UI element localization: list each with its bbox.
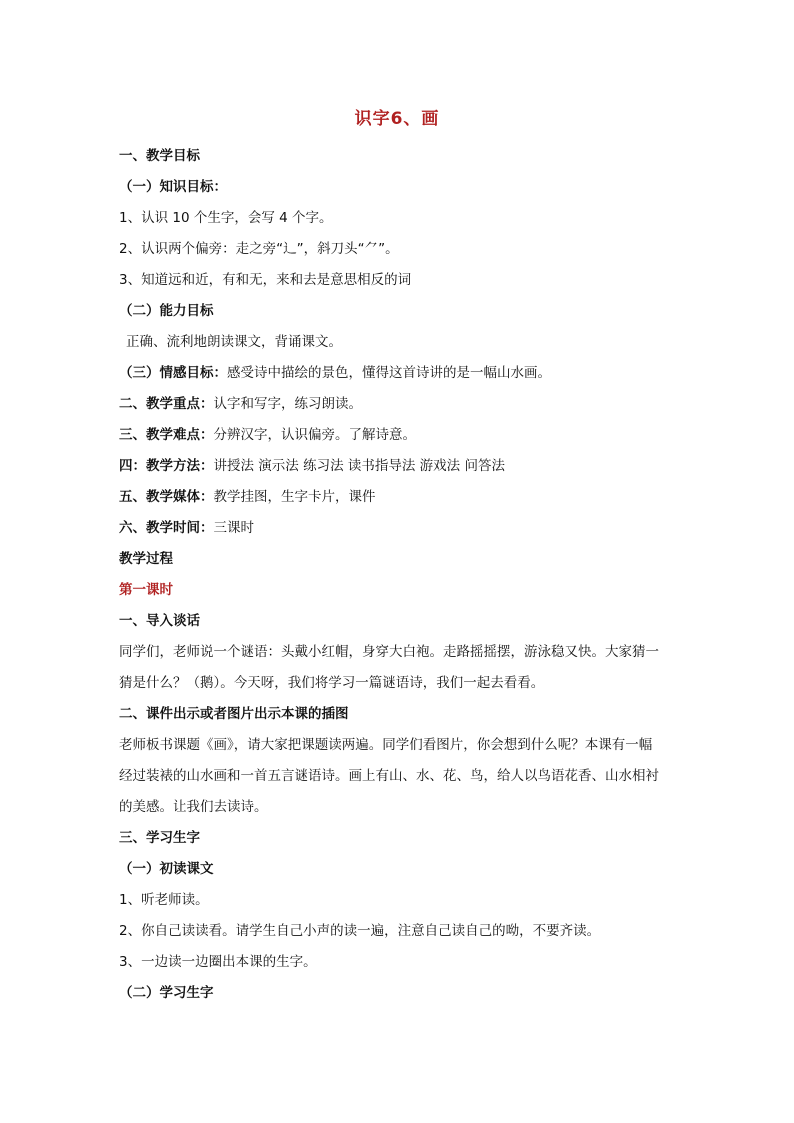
emotion-goal-label: （三）情感目标：	[119, 365, 227, 381]
paragraph-line: 老师板书课题《画》，请大家把课题读两遍。同学们看图片，你会想到什么呢？本课有一幅	[119, 737, 653, 753]
emotion-goal-line	[119, 363, 551, 383]
time-label: 六、教学时间：	[119, 520, 214, 536]
paragraph-line: 同学们，老师说一个谜语：头戴小红帽，身穿大白袍。走路摇摇摆，游泳稳又快。大家猜一	[119, 644, 659, 660]
learn-characters-heading: 三、学习生字	[119, 830, 200, 846]
difficulties-line	[119, 425, 416, 445]
illustration-heading: 二、课件出示或者图片出示本课的插图	[119, 706, 349, 722]
methods-line	[119, 456, 505, 476]
first-lesson-heading: 第一课时	[119, 582, 173, 598]
intro-heading: 一、导入谈话	[119, 613, 200, 629]
first-reading-heading: （一）初读课文	[119, 861, 214, 877]
key-points-line	[119, 394, 362, 414]
key-points-text: 认字和写字，练习朗读。	[213, 396, 362, 412]
goal-line-1: 1、认识 10 个生字，会写 4 个字。	[119, 210, 333, 226]
step-line-3: 3、一边读一边圈出本课的生字。	[119, 954, 317, 970]
subheading-knowledge: （一）知识目标：	[119, 179, 227, 195]
emotion-goal-text: 感受诗中描绘的景色，懂得这首诗讲的是一幅山水画。	[227, 365, 551, 381]
media-line	[119, 487, 376, 507]
time-line	[119, 518, 254, 538]
process-heading: 教学过程	[119, 551, 173, 567]
media-label: 五、教学媒体：	[119, 489, 214, 505]
difficulties-text: 分辨汉字，认识偏旁。了解诗意。	[213, 427, 416, 443]
paragraph-line: 猜是什么？（鹅）。今天呀，我们将学习一篇谜语诗，我们一起去看看。	[119, 675, 545, 691]
key-points-label: 二、教学重点：	[119, 396, 214, 412]
media-text: 教学挂图，生字卡片，课件	[213, 489, 376, 505]
goal-line-3: 3、知道远和近，有和无，来和去是意思相反的词	[119, 272, 412, 288]
step-line-2: 2、你自己读读看。请学生自己小声的读一遍，注意自己读自己的呦，不要齐读。	[119, 923, 601, 939]
paragraph-line: 经过装裱的山水画和一首五言谜语诗。画上有山、水、花、鸟，给人以鸟语花香、山水相衬	[119, 768, 659, 784]
time-text: 三课时	[213, 520, 254, 536]
subheading-ability: （二）能力目标	[119, 303, 214, 319]
section-heading-goals: 一、教学目标	[119, 148, 200, 164]
methods-text: 讲授法 演示法 练习法 读书指导法 游戏法 问答法	[213, 458, 505, 474]
learn-characters-subheading: （二）学习生字	[119, 985, 214, 1001]
paragraph-line: 的美感。让我们去读诗。	[119, 799, 268, 815]
difficulties-label: 三、教学难点：	[119, 427, 214, 443]
step-line-1: 1、听老师读。	[119, 892, 209, 908]
ability-text: 正确、流利地朗读课文，背诵课文。	[126, 334, 342, 350]
goal-line-2: 2、认识两个偏旁：走之旁“辶”，斜刀头“⺈”。	[119, 241, 399, 257]
methods-label: 四：教学方法：	[119, 458, 214, 474]
document-title: 识字6、画	[354, 109, 440, 129]
